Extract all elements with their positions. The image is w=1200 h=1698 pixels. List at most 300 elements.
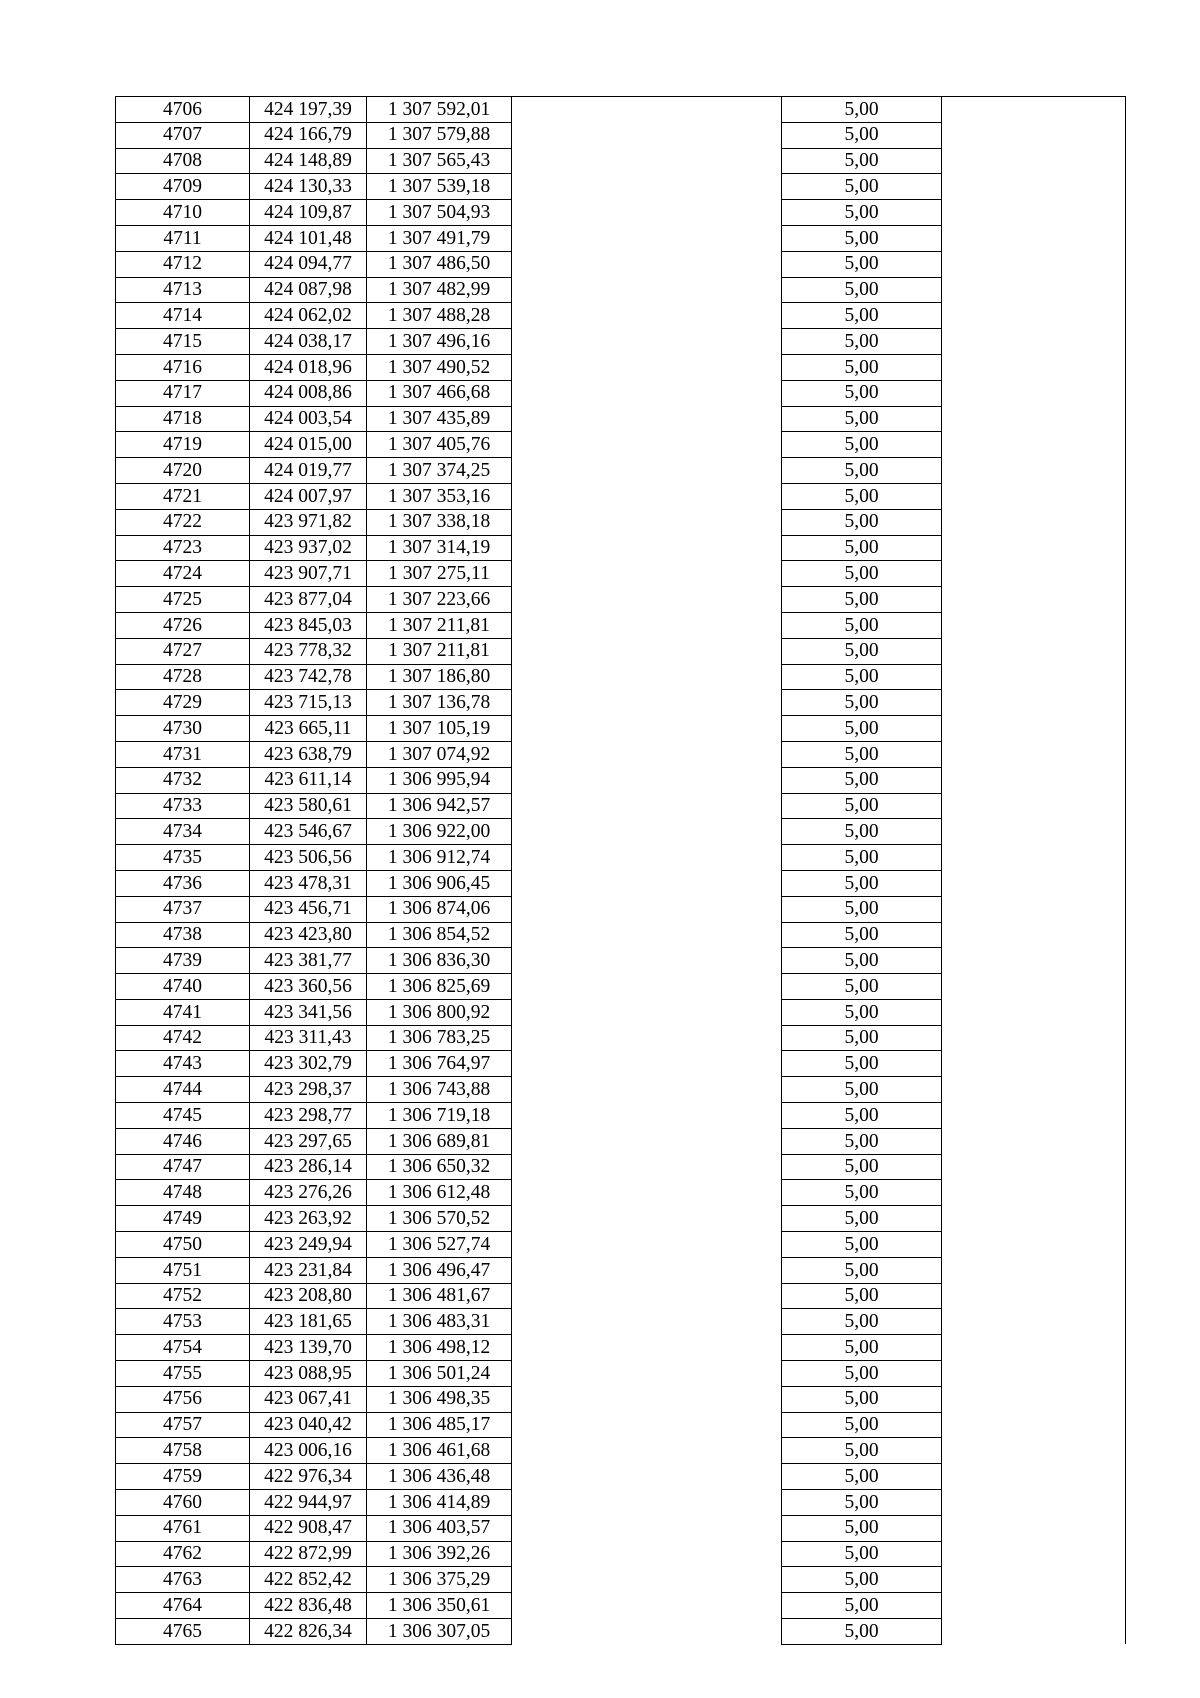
blank-cell xyxy=(942,225,1126,251)
value-cell: 5,00 xyxy=(782,1025,942,1051)
value-cell: 5,00 xyxy=(782,1180,942,1206)
table-row xyxy=(116,1025,1126,1051)
blank-cell xyxy=(942,1412,1126,1438)
table-row xyxy=(116,561,1126,587)
blank-cell xyxy=(942,277,1126,303)
blank-cell xyxy=(942,200,1126,226)
blank-cell xyxy=(942,1464,1126,1490)
x-coordinate-cell: 423 249,94 xyxy=(250,1232,367,1258)
value-cell: 5,00 xyxy=(782,587,942,613)
table-row xyxy=(116,1128,1126,1154)
point-number-cell: 4759 xyxy=(116,1464,250,1490)
y-coordinate-cell: 1 306 350,61 xyxy=(367,1593,512,1619)
blank-cell xyxy=(512,1128,782,1154)
table-row xyxy=(116,587,1126,613)
x-coordinate-cell: 423 877,04 xyxy=(250,587,367,613)
y-coordinate-cell: 1 306 392,26 xyxy=(367,1541,512,1567)
value-cell: 5,00 xyxy=(782,277,942,303)
point-number-cell: 4729 xyxy=(116,690,250,716)
coordinates-table xyxy=(115,96,1126,1645)
x-coordinate-cell: 423 907,71 xyxy=(250,561,367,587)
y-coordinate-cell: 1 306 485,17 xyxy=(367,1412,512,1438)
table-row xyxy=(116,432,1126,458)
blank-cell xyxy=(512,664,782,690)
table-row xyxy=(116,509,1126,535)
point-number-cell: 4730 xyxy=(116,716,250,742)
value-cell: 5,00 xyxy=(782,922,942,948)
table-row xyxy=(116,1103,1126,1129)
point-number-cell: 4731 xyxy=(116,741,250,767)
point-number-cell: 4726 xyxy=(116,612,250,638)
y-coordinate-cell: 1 307 504,93 xyxy=(367,200,512,226)
value-cell: 5,00 xyxy=(782,97,942,123)
blank-cell xyxy=(512,303,782,329)
value-cell: 5,00 xyxy=(782,664,942,690)
blank-cell xyxy=(942,1077,1126,1103)
x-coordinate-cell: 424 015,00 xyxy=(250,432,367,458)
blank-cell xyxy=(942,845,1126,871)
value-cell: 5,00 xyxy=(782,1154,942,1180)
value-cell: 5,00 xyxy=(782,974,942,1000)
blank-cell xyxy=(942,1232,1126,1258)
x-coordinate-cell: 423 360,56 xyxy=(250,974,367,1000)
y-coordinate-cell: 1 306 854,52 xyxy=(367,922,512,948)
x-coordinate-cell: 423 580,61 xyxy=(250,793,367,819)
blank-cell xyxy=(512,1386,782,1412)
y-coordinate-cell: 1 306 874,06 xyxy=(367,896,512,922)
x-coordinate-cell: 423 208,80 xyxy=(250,1283,367,1309)
blank-cell xyxy=(512,1335,782,1361)
blank-cell xyxy=(942,1154,1126,1180)
blank-cell xyxy=(512,1232,782,1258)
value-cell: 5,00 xyxy=(782,896,942,922)
point-number-cell: 4714 xyxy=(116,303,250,329)
x-coordinate-cell: 422 976,34 xyxy=(250,1464,367,1490)
blank-cell xyxy=(512,793,782,819)
point-number-cell: 4751 xyxy=(116,1257,250,1283)
table-row xyxy=(116,1541,1126,1567)
x-coordinate-cell: 423 298,77 xyxy=(250,1103,367,1129)
point-number-cell: 4755 xyxy=(116,1361,250,1387)
blank-cell xyxy=(512,638,782,664)
table-row xyxy=(116,277,1126,303)
x-coordinate-cell: 423 298,37 xyxy=(250,1077,367,1103)
y-coordinate-cell: 1 307 482,99 xyxy=(367,277,512,303)
table-row xyxy=(116,793,1126,819)
table-row xyxy=(116,664,1126,690)
value-cell: 5,00 xyxy=(782,1567,942,1593)
value-cell: 5,00 xyxy=(782,845,942,871)
value-cell: 5,00 xyxy=(782,380,942,406)
table-row xyxy=(116,329,1126,355)
x-coordinate-cell: 424 087,98 xyxy=(250,277,367,303)
value-cell: 5,00 xyxy=(782,251,942,277)
point-number-cell: 4725 xyxy=(116,587,250,613)
table-row xyxy=(116,483,1126,509)
y-coordinate-cell: 1 306 783,25 xyxy=(367,1025,512,1051)
point-number-cell: 4737 xyxy=(116,896,250,922)
blank-cell xyxy=(512,1438,782,1464)
value-cell: 5,00 xyxy=(782,354,942,380)
x-coordinate-cell: 423 231,84 xyxy=(250,1257,367,1283)
blank-cell xyxy=(942,1206,1126,1232)
table-row xyxy=(116,1180,1126,1206)
point-number-cell: 4745 xyxy=(116,1103,250,1129)
value-cell: 5,00 xyxy=(782,1309,942,1335)
table-row xyxy=(116,1619,1126,1645)
x-coordinate-cell: 423 040,42 xyxy=(250,1412,367,1438)
y-coordinate-cell: 1 306 307,05 xyxy=(367,1619,512,1645)
value-cell: 5,00 xyxy=(782,638,942,664)
y-coordinate-cell: 1 307 490,52 xyxy=(367,354,512,380)
y-coordinate-cell: 1 306 414,89 xyxy=(367,1490,512,1516)
value-cell: 5,00 xyxy=(782,1283,942,1309)
blank-cell xyxy=(942,354,1126,380)
point-number-cell: 4728 xyxy=(116,664,250,690)
blank-cell xyxy=(942,638,1126,664)
table-row xyxy=(116,1335,1126,1361)
value-cell: 5,00 xyxy=(782,1515,942,1541)
blank-cell xyxy=(512,1464,782,1490)
table-row xyxy=(116,716,1126,742)
blank-cell xyxy=(512,1361,782,1387)
y-coordinate-cell: 1 306 527,74 xyxy=(367,1232,512,1258)
table-row xyxy=(116,1515,1126,1541)
table-row xyxy=(116,948,1126,974)
point-number-cell: 4740 xyxy=(116,974,250,1000)
blank-cell xyxy=(942,329,1126,355)
blank-cell xyxy=(512,1567,782,1593)
y-coordinate-cell: 1 307 488,28 xyxy=(367,303,512,329)
point-number-cell: 4708 xyxy=(116,148,250,174)
point-number-cell: 4741 xyxy=(116,999,250,1025)
blank-cell xyxy=(942,148,1126,174)
y-coordinate-cell: 1 306 483,31 xyxy=(367,1309,512,1335)
blank-cell xyxy=(512,1051,782,1077)
blank-cell xyxy=(512,741,782,767)
value-cell: 5,00 xyxy=(782,432,942,458)
point-number-cell: 4711 xyxy=(116,225,250,251)
value-cell: 5,00 xyxy=(782,716,942,742)
table-row xyxy=(116,999,1126,1025)
y-coordinate-cell: 1 306 942,57 xyxy=(367,793,512,819)
value-cell: 5,00 xyxy=(782,741,942,767)
y-coordinate-cell: 1 307 314,19 xyxy=(367,535,512,561)
x-coordinate-cell: 423 286,14 xyxy=(250,1154,367,1180)
blank-cell xyxy=(942,1180,1126,1206)
x-coordinate-cell: 424 197,39 xyxy=(250,97,367,123)
value-cell: 5,00 xyxy=(782,200,942,226)
blank-cell xyxy=(512,1283,782,1309)
y-coordinate-cell: 1 307 353,16 xyxy=(367,483,512,509)
x-coordinate-cell: 423 456,71 xyxy=(250,896,367,922)
blank-cell xyxy=(512,870,782,896)
x-coordinate-cell: 424 003,54 xyxy=(250,406,367,432)
point-number-cell: 4757 xyxy=(116,1412,250,1438)
point-number-cell: 4756 xyxy=(116,1386,250,1412)
blank-cell xyxy=(512,251,782,277)
x-coordinate-cell: 424 101,48 xyxy=(250,225,367,251)
y-coordinate-cell: 1 306 375,29 xyxy=(367,1567,512,1593)
y-coordinate-cell: 1 306 825,69 xyxy=(367,974,512,1000)
y-coordinate-cell: 1 306 570,52 xyxy=(367,1206,512,1232)
point-number-cell: 4735 xyxy=(116,845,250,871)
value-cell: 5,00 xyxy=(782,1257,942,1283)
blank-cell xyxy=(512,561,782,587)
x-coordinate-cell: 423 638,79 xyxy=(250,741,367,767)
x-coordinate-cell: 422 908,47 xyxy=(250,1515,367,1541)
table-row xyxy=(116,819,1126,845)
y-coordinate-cell: 1 306 498,35 xyxy=(367,1386,512,1412)
x-coordinate-cell: 423 067,41 xyxy=(250,1386,367,1412)
y-coordinate-cell: 1 307 275,11 xyxy=(367,561,512,587)
value-cell: 5,00 xyxy=(782,819,942,845)
value-cell: 5,00 xyxy=(782,690,942,716)
y-coordinate-cell: 1 306 461,68 xyxy=(367,1438,512,1464)
blank-cell xyxy=(512,1541,782,1567)
x-coordinate-cell: 424 148,89 xyxy=(250,148,367,174)
blank-cell xyxy=(942,1438,1126,1464)
x-coordinate-cell: 423 263,92 xyxy=(250,1206,367,1232)
blank-cell xyxy=(942,1283,1126,1309)
point-number-cell: 4736 xyxy=(116,870,250,896)
blank-cell xyxy=(942,1257,1126,1283)
blank-cell xyxy=(512,432,782,458)
point-number-cell: 4760 xyxy=(116,1490,250,1516)
blank-cell xyxy=(942,587,1126,613)
x-coordinate-cell: 423 506,56 xyxy=(250,845,367,871)
point-number-cell: 4754 xyxy=(116,1335,250,1361)
blank-cell xyxy=(512,974,782,1000)
value-cell: 5,00 xyxy=(782,174,942,200)
blank-cell xyxy=(512,200,782,226)
y-coordinate-cell: 1 306 481,67 xyxy=(367,1283,512,1309)
y-coordinate-cell: 1 306 906,45 xyxy=(367,870,512,896)
y-coordinate-cell: 1 307 211,81 xyxy=(367,612,512,638)
blank-cell xyxy=(512,1257,782,1283)
blank-cell xyxy=(512,1515,782,1541)
blank-cell xyxy=(942,1386,1126,1412)
blank-cell xyxy=(942,716,1126,742)
point-number-cell: 4715 xyxy=(116,329,250,355)
y-coordinate-cell: 1 307 592,01 xyxy=(367,97,512,123)
point-number-cell: 4764 xyxy=(116,1593,250,1619)
table-row xyxy=(116,200,1126,226)
y-coordinate-cell: 1 306 836,30 xyxy=(367,948,512,974)
table-row xyxy=(116,1051,1126,1077)
table-row xyxy=(116,1567,1126,1593)
table-row xyxy=(116,303,1126,329)
blank-cell xyxy=(512,1490,782,1516)
value-cell: 5,00 xyxy=(782,225,942,251)
blank-cell xyxy=(942,535,1126,561)
point-number-cell: 4750 xyxy=(116,1232,250,1258)
blank-cell xyxy=(512,1309,782,1335)
blank-cell xyxy=(942,303,1126,329)
blank-cell xyxy=(942,896,1126,922)
y-coordinate-cell: 1 306 498,12 xyxy=(367,1335,512,1361)
y-coordinate-cell: 1 307 374,25 xyxy=(367,458,512,484)
blank-cell xyxy=(512,1412,782,1438)
point-number-cell: 4747 xyxy=(116,1154,250,1180)
value-cell: 5,00 xyxy=(782,1232,942,1258)
value-cell: 5,00 xyxy=(782,1541,942,1567)
point-number-cell: 4727 xyxy=(116,638,250,664)
x-coordinate-cell: 423 006,16 xyxy=(250,1438,367,1464)
x-coordinate-cell: 423 478,31 xyxy=(250,870,367,896)
blank-cell xyxy=(942,741,1126,767)
blank-cell xyxy=(942,922,1126,948)
value-cell: 5,00 xyxy=(782,458,942,484)
blank-cell xyxy=(512,1619,782,1645)
point-number-cell: 4718 xyxy=(116,406,250,432)
table-row xyxy=(116,174,1126,200)
y-coordinate-cell: 1 306 719,18 xyxy=(367,1103,512,1129)
value-cell: 5,00 xyxy=(782,483,942,509)
blank-cell xyxy=(942,122,1126,148)
blank-cell xyxy=(512,1206,782,1232)
value-cell: 5,00 xyxy=(782,999,942,1025)
point-number-cell: 4738 xyxy=(116,922,250,948)
blank-cell xyxy=(942,458,1126,484)
blank-cell xyxy=(512,458,782,484)
blank-cell xyxy=(512,1593,782,1619)
blank-cell xyxy=(942,767,1126,793)
blank-cell xyxy=(512,1077,782,1103)
blank-cell xyxy=(512,483,782,509)
blank-cell xyxy=(942,1619,1126,1645)
point-number-cell: 4716 xyxy=(116,354,250,380)
value-cell: 5,00 xyxy=(782,535,942,561)
value-cell: 5,00 xyxy=(782,767,942,793)
blank-cell xyxy=(512,509,782,535)
y-coordinate-cell: 1 306 800,92 xyxy=(367,999,512,1025)
point-number-cell: 4720 xyxy=(116,458,250,484)
x-coordinate-cell: 423 665,11 xyxy=(250,716,367,742)
y-coordinate-cell: 1 306 496,47 xyxy=(367,1257,512,1283)
coordinates-table-body xyxy=(116,97,1126,1645)
value-cell: 5,00 xyxy=(782,1128,942,1154)
y-coordinate-cell: 1 306 689,81 xyxy=(367,1128,512,1154)
blank-cell xyxy=(942,1025,1126,1051)
value-cell: 5,00 xyxy=(782,329,942,355)
y-coordinate-cell: 1 307 405,76 xyxy=(367,432,512,458)
x-coordinate-cell: 423 381,77 xyxy=(250,948,367,974)
x-coordinate-cell: 424 008,86 xyxy=(250,380,367,406)
value-cell: 5,00 xyxy=(782,1490,942,1516)
x-coordinate-cell: 424 062,02 xyxy=(250,303,367,329)
x-coordinate-cell: 422 944,97 xyxy=(250,1490,367,1516)
x-coordinate-cell: 423 297,65 xyxy=(250,1128,367,1154)
blank-cell xyxy=(942,664,1126,690)
y-coordinate-cell: 1 306 403,57 xyxy=(367,1515,512,1541)
value-cell: 5,00 xyxy=(782,1051,942,1077)
value-cell: 5,00 xyxy=(782,1361,942,1387)
point-number-cell: 4752 xyxy=(116,1283,250,1309)
x-coordinate-cell: 423 742,78 xyxy=(250,664,367,690)
table-row xyxy=(116,122,1126,148)
x-coordinate-cell: 423 423,80 xyxy=(250,922,367,948)
value-cell: 5,00 xyxy=(782,1464,942,1490)
table-row xyxy=(116,1257,1126,1283)
x-coordinate-cell: 423 971,82 xyxy=(250,509,367,535)
blank-cell xyxy=(942,432,1126,458)
y-coordinate-cell: 1 306 912,74 xyxy=(367,845,512,871)
blank-cell xyxy=(942,406,1126,432)
y-coordinate-cell: 1 307 486,50 xyxy=(367,251,512,277)
x-coordinate-cell: 423 546,67 xyxy=(250,819,367,845)
table-row xyxy=(116,896,1126,922)
blank-cell xyxy=(512,845,782,871)
value-cell: 5,00 xyxy=(782,1438,942,1464)
blank-cell xyxy=(512,174,782,200)
blank-cell xyxy=(512,148,782,174)
blank-cell xyxy=(512,329,782,355)
table-row xyxy=(116,1283,1126,1309)
point-number-cell: 4742 xyxy=(116,1025,250,1051)
value-cell: 5,00 xyxy=(782,1077,942,1103)
blank-cell xyxy=(512,999,782,1025)
y-coordinate-cell: 1 306 436,48 xyxy=(367,1464,512,1490)
table-row xyxy=(116,1206,1126,1232)
y-coordinate-cell: 1 307 105,19 xyxy=(367,716,512,742)
value-cell: 5,00 xyxy=(782,303,942,329)
x-coordinate-cell: 423 715,13 xyxy=(250,690,367,716)
value-cell: 5,00 xyxy=(782,1386,942,1412)
blank-cell xyxy=(942,483,1126,509)
blank-cell xyxy=(942,1567,1126,1593)
x-coordinate-cell: 423 341,56 xyxy=(250,999,367,1025)
x-coordinate-cell: 422 836,48 xyxy=(250,1593,367,1619)
blank-cell xyxy=(942,174,1126,200)
point-number-cell: 4733 xyxy=(116,793,250,819)
y-coordinate-cell: 1 307 466,68 xyxy=(367,380,512,406)
y-coordinate-cell: 1 306 922,00 xyxy=(367,819,512,845)
blank-cell xyxy=(942,1128,1126,1154)
blank-cell xyxy=(512,1154,782,1180)
table-row xyxy=(116,380,1126,406)
point-number-cell: 4719 xyxy=(116,432,250,458)
point-number-cell: 4710 xyxy=(116,200,250,226)
point-number-cell: 4724 xyxy=(116,561,250,587)
blank-cell xyxy=(942,999,1126,1025)
blank-cell xyxy=(942,1490,1126,1516)
blank-cell xyxy=(512,122,782,148)
y-coordinate-cell: 1 307 186,80 xyxy=(367,664,512,690)
point-number-cell: 4753 xyxy=(116,1309,250,1335)
value-cell: 5,00 xyxy=(782,870,942,896)
value-cell: 5,00 xyxy=(782,122,942,148)
table-row xyxy=(116,974,1126,1000)
blank-cell xyxy=(512,612,782,638)
table-row xyxy=(116,148,1126,174)
point-number-cell: 4765 xyxy=(116,1619,250,1645)
x-coordinate-cell: 423 181,65 xyxy=(250,1309,367,1335)
blank-cell xyxy=(512,1180,782,1206)
table-row xyxy=(116,225,1126,251)
value-cell: 5,00 xyxy=(782,948,942,974)
point-number-cell: 4732 xyxy=(116,767,250,793)
table-row xyxy=(116,1593,1126,1619)
blank-cell xyxy=(512,225,782,251)
x-coordinate-cell: 423 937,02 xyxy=(250,535,367,561)
x-coordinate-cell: 423 276,26 xyxy=(250,1180,367,1206)
table-row xyxy=(116,638,1126,664)
blank-cell xyxy=(512,922,782,948)
table-row xyxy=(116,406,1126,432)
x-coordinate-cell: 424 094,77 xyxy=(250,251,367,277)
blank-cell xyxy=(942,1051,1126,1077)
